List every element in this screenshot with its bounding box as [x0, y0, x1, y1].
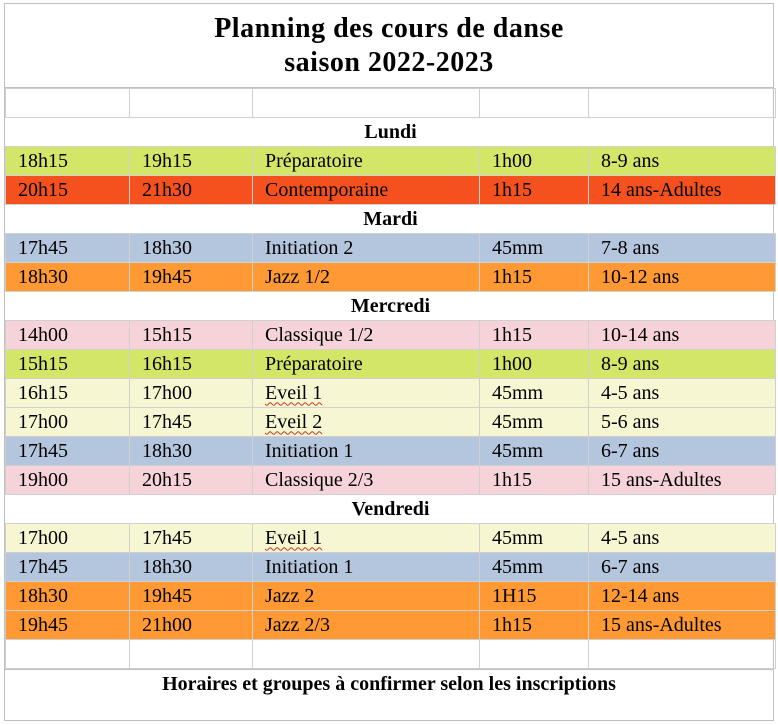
- day-name: Vendredi: [6, 495, 776, 524]
- class-row: [6, 147, 776, 176]
- duration: 1h00: [480, 147, 589, 176]
- class-row: [6, 408, 776, 437]
- day-header-row: [6, 205, 776, 234]
- end-time: 19h45: [130, 263, 253, 292]
- end-time: 21h00: [130, 611, 253, 640]
- duration: 45mm: [480, 408, 589, 437]
- course-name: [253, 147, 480, 176]
- empty-row: [6, 89, 776, 118]
- duration: 1h15: [480, 466, 589, 495]
- table-cell: [130, 89, 253, 118]
- schedule-table: [5, 88, 776, 669]
- class-row: [6, 176, 776, 205]
- duration: 1H15: [480, 582, 589, 611]
- end-time: 18h30: [130, 553, 253, 582]
- end-time: 19h45: [130, 582, 253, 611]
- course-label: Classique 1/2: [265, 323, 374, 346]
- course-name: [253, 321, 480, 350]
- duration: 45mm: [480, 553, 589, 582]
- end-time: 21h30: [130, 176, 253, 205]
- course-name: [253, 437, 480, 466]
- end-time: 18h30: [130, 234, 253, 263]
- class-row: [6, 263, 776, 292]
- document-title: [5, 4, 773, 88]
- age-group: 5-6 ans: [589, 408, 776, 437]
- course-name: [253, 582, 480, 611]
- class-row: [6, 582, 776, 611]
- schedule-table-body: [6, 89, 776, 669]
- duration: 45mm: [480, 234, 589, 263]
- start-time: 18h30: [6, 263, 130, 292]
- footer-note: Horaires et groupes à confirmer selon les inscriptions: [5, 669, 773, 699]
- course-label: Eveil 1: [265, 381, 323, 404]
- course-label: Préparatoire: [265, 149, 363, 172]
- age-group: 10-14 ans: [589, 321, 776, 350]
- class-row: [6, 379, 776, 408]
- course-name: [253, 408, 480, 437]
- end-time: 19h15: [130, 147, 253, 176]
- course-label: Eveil 2: [265, 410, 323, 433]
- course-label: Initiation 2: [265, 236, 354, 259]
- duration: 1h00: [480, 350, 589, 379]
- end-time: 18h30: [130, 437, 253, 466]
- class-row: [6, 524, 776, 553]
- table-cell: [480, 89, 589, 118]
- course-label: Initiation 1: [265, 555, 354, 578]
- class-row: [6, 234, 776, 263]
- class-row: [6, 321, 776, 350]
- start-time: 17h45: [6, 437, 130, 466]
- start-time: 20h15: [6, 176, 130, 205]
- age-group: 4-5 ans: [589, 379, 776, 408]
- age-group: 7-8 ans: [589, 234, 776, 263]
- start-time: 19h00: [6, 466, 130, 495]
- table-cell: [589, 640, 776, 669]
- duration: 1h15: [480, 321, 589, 350]
- course-label: Classique 2/3: [265, 468, 374, 491]
- end-time: 20h15: [130, 466, 253, 495]
- duration: 45mm: [480, 524, 589, 553]
- start-time: 17h00: [6, 408, 130, 437]
- age-group: 15 ans-Adultes: [589, 611, 776, 640]
- course-label: Jazz 2/3: [265, 613, 330, 636]
- start-time: 18h30: [6, 582, 130, 611]
- age-group: 15 ans-Adultes: [589, 466, 776, 495]
- day-name: Mercredi: [6, 292, 776, 321]
- age-group: 6-7 ans: [589, 553, 776, 582]
- class-row: [6, 553, 776, 582]
- age-group: 12-14 ans: [589, 582, 776, 611]
- course-name: [253, 379, 480, 408]
- age-group: 8-9 ans: [589, 147, 776, 176]
- course-name: [253, 176, 480, 205]
- day-header-row: [6, 118, 776, 147]
- course-name: [253, 350, 480, 379]
- class-row: [6, 611, 776, 640]
- age-group: 14 ans-Adultes: [589, 176, 776, 205]
- duration: 1h15: [480, 176, 589, 205]
- course-name: [253, 524, 480, 553]
- title-line-2: saison 2022-2023: [284, 46, 494, 78]
- course-label: Contemporaine: [265, 178, 389, 201]
- schedule-document: [4, 3, 774, 721]
- end-time: 17h00: [130, 379, 253, 408]
- course-name: [253, 611, 480, 640]
- duration: 1h15: [480, 263, 589, 292]
- course-name: [253, 263, 480, 292]
- start-time: 14h00: [6, 321, 130, 350]
- table-cell: [6, 89, 130, 118]
- day-header-row: [6, 495, 776, 524]
- course-label: Préparatoire: [265, 352, 363, 375]
- start-time: 15h15: [6, 350, 130, 379]
- start-time: 17h45: [6, 553, 130, 582]
- start-time: 17h45: [6, 234, 130, 263]
- age-group: 4-5 ans: [589, 524, 776, 553]
- duration: 1h15: [480, 611, 589, 640]
- age-group: 6-7 ans: [589, 437, 776, 466]
- empty-row: [6, 640, 776, 669]
- duration: 45mm: [480, 437, 589, 466]
- table-cell: [480, 640, 589, 669]
- table-cell: [253, 640, 480, 669]
- age-group: 8-9 ans: [589, 350, 776, 379]
- course-label: Initiation 1: [265, 439, 354, 462]
- course-name: [253, 234, 480, 263]
- table-cell: [6, 640, 130, 669]
- class-row: [6, 350, 776, 379]
- end-time: 17h45: [130, 408, 253, 437]
- course-label: Jazz 1/2: [265, 265, 330, 288]
- class-row: [6, 437, 776, 466]
- start-time: 18h15: [6, 147, 130, 176]
- class-row: [6, 466, 776, 495]
- table-cell: [130, 640, 253, 669]
- day-name: Lundi: [6, 118, 776, 147]
- day-header-row: [6, 292, 776, 321]
- table-cell: [589, 89, 776, 118]
- start-time: 19h45: [6, 611, 130, 640]
- duration: 45mm: [480, 379, 589, 408]
- start-time: 16h15: [6, 379, 130, 408]
- age-group: 10-12 ans: [589, 263, 776, 292]
- course-label: Eveil 1: [265, 526, 323, 549]
- table-cell: [253, 89, 480, 118]
- end-time: 15h15: [130, 321, 253, 350]
- start-time: 17h00: [6, 524, 130, 553]
- end-time: 16h15: [130, 350, 253, 379]
- title-line-1: Planning des cours de danse: [214, 12, 564, 44]
- course-name: [253, 466, 480, 495]
- day-name: Mardi: [6, 205, 776, 234]
- course-name: [253, 553, 480, 582]
- course-label: Jazz 2: [265, 584, 315, 607]
- end-time: 17h45: [130, 524, 253, 553]
